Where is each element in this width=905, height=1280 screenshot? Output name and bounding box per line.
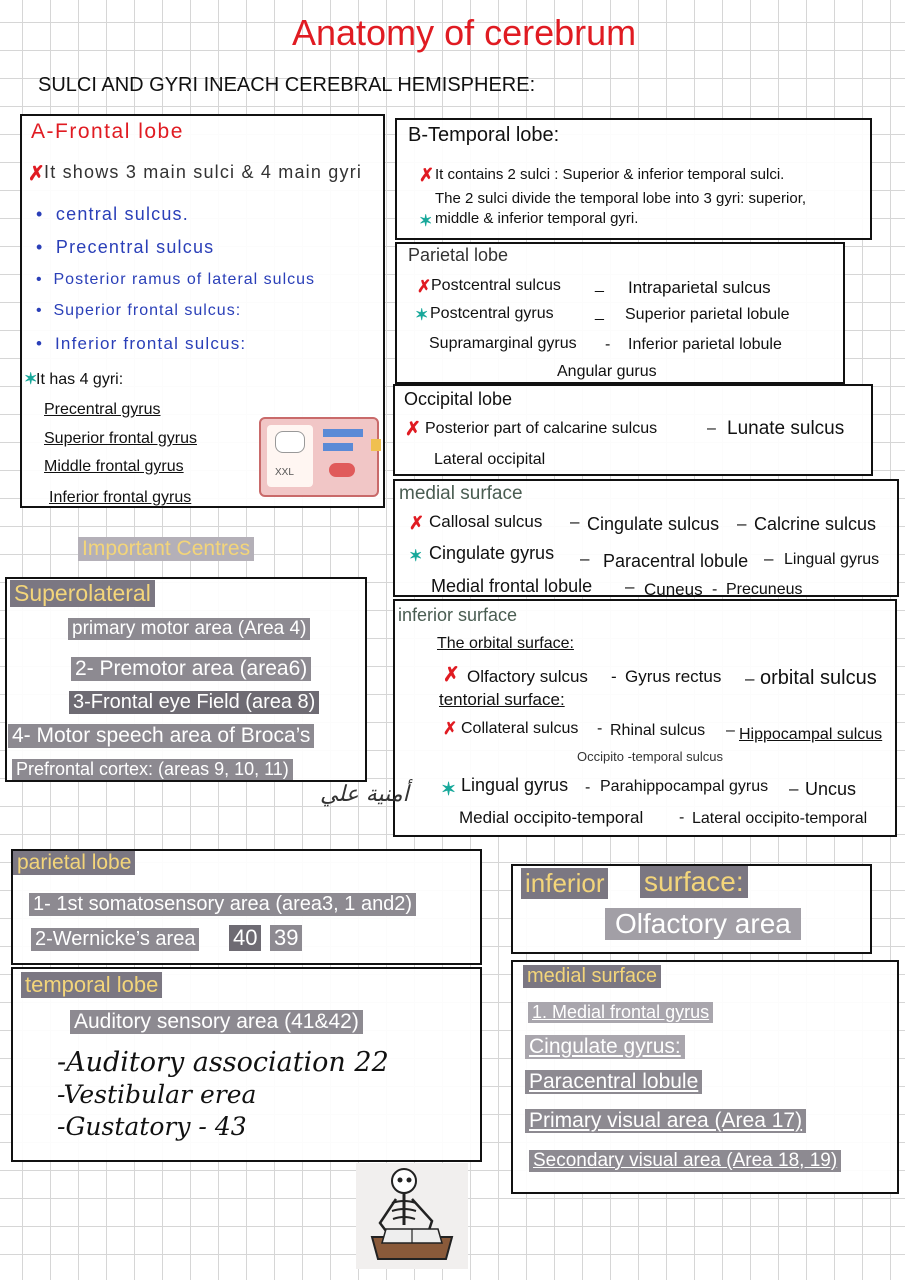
frontal-gyrus-1: Precentral gyrus <box>44 401 161 418</box>
frontal-gyrus-3: Middle frontal gyrus <box>44 458 184 475</box>
frontal-sulcus-5: • Inferior frontal sulcus: <box>36 334 247 353</box>
medial-centres-heading: medial surface <box>523 965 661 988</box>
dash: – <box>570 512 580 531</box>
inferior-centres-heading-a: inferior <box>521 868 608 899</box>
temporal-line-3: middle & inferior temporal gyri. <box>435 210 639 227</box>
superolateral-item-3: 3-Frontal eye Field (area 8) <box>69 691 319 714</box>
cross-mark-icon: ✗ <box>443 664 460 686</box>
dash: _ <box>595 276 604 293</box>
dash: - <box>679 809 685 826</box>
author-signature: أمنية علي <box>320 782 409 807</box>
parietal-r2b: Superior parietal lobule <box>625 306 790 323</box>
parietal-r3a: Supramarginal gyrus <box>429 335 577 352</box>
orbital-1: Olfactory sulcus <box>467 667 588 686</box>
dash: – <box>764 549 774 568</box>
parietal-centres-item-2: 2-Wernicke’s area <box>31 928 199 951</box>
tentorial-4: Occipito -temporal sulcus <box>577 749 723 764</box>
frontal-intro: It shows 3 main sulci & 4 main gyri <box>44 162 363 182</box>
dash: - <box>611 667 617 686</box>
parietal-centres-item-2b: 39 <box>270 925 302 951</box>
page-title: Anatomy of cerebrum <box>292 12 637 53</box>
occipital-r1b: Lunate sulcus <box>727 418 845 439</box>
inferior-surface-box <box>393 599 897 837</box>
temporal-centres-box <box>11 967 482 1162</box>
superolateral-heading: Superolateral <box>10 580 155 607</box>
medial-r3c: Precuneus <box>726 581 803 598</box>
tentorial-2: Rhinal sulcus <box>610 722 706 739</box>
frontal-sulcus-3: • Posterior ramus of lateral sulcus <box>36 271 316 288</box>
temporal-line-2: The 2 sulci divide the temporal lobe into 3 gyri: superior, <box>435 190 807 207</box>
frontal-heading: A-Frontal lobe <box>31 120 184 143</box>
tentorial-3: Hippocampal sulcus <box>739 726 883 743</box>
medial-r1a: Callosal sulcus <box>429 512 543 531</box>
cross-mark-icon: ✗ <box>417 277 432 296</box>
gyrus-3: Uncus <box>805 779 857 799</box>
dash: - <box>712 581 718 598</box>
medial-centres-box <box>511 960 899 1194</box>
star-mark-icon: ✶ <box>441 779 457 799</box>
occipital-heading: Occipital lobe <box>404 389 513 409</box>
temporal-centres-hand-3: -Gustatory - 43 <box>57 1112 247 1141</box>
medial-r2a: Cingulate gyrus <box>429 543 555 563</box>
skeleton-reading-icon <box>356 1163 468 1269</box>
frontal-gyrus-2: Superior frontal gyrus <box>44 430 197 447</box>
parietal-centres-heading: parietal lobe <box>13 851 135 875</box>
gyrus-1: Lingual gyrus <box>461 775 569 795</box>
dash: – <box>737 514 747 533</box>
superolateral-item-5: Prefrontal cortex: (areas 9, 10, 11) <box>12 759 293 780</box>
inferior-centres-item: Olfactory area <box>605 908 801 940</box>
cross-mark-icon: ✗ <box>419 165 435 185</box>
star-mark-icon: ✶ <box>24 371 38 388</box>
orbital-heading: The orbital surface: <box>437 635 574 652</box>
temporal-lobe-box <box>395 118 872 240</box>
dash: – <box>726 722 735 739</box>
parietal-r1b: Intraparietal sulcus <box>628 278 771 297</box>
temporal-centres-item-1: Auditory sensory area (41&42) <box>70 1010 363 1034</box>
parietal-r2a: Postcentral gyrus <box>430 305 554 322</box>
cross-mark-icon: ✗ <box>28 163 45 185</box>
frontal-sulcus-2: • Precentral sulcus <box>36 237 215 257</box>
gyrus-2: Parahippocampal gyrus <box>600 778 769 795</box>
parietal-centres-box <box>11 849 482 965</box>
medial-centres-item-4: Primary visual area (Area 17) <box>525 1109 806 1133</box>
superolateral-item-2: 2- Premotor area (area6) <box>71 657 311 681</box>
star-mark-icon: ✶ <box>415 307 429 324</box>
superolateral-box <box>5 577 367 782</box>
inferior-centres-heading-b: surface: <box>640 866 748 898</box>
medial-centres-item-3: Paracentral lobule <box>525 1070 702 1094</box>
parietal-lobe-box <box>395 242 845 384</box>
frontal-sulcus-4: • Superior frontal sulcus: <box>36 302 242 319</box>
temporal-centres-heading: temporal lobe <box>21 972 162 998</box>
frontal-lobe-box <box>20 114 385 508</box>
frontal-sulcus-1: • central sulcus. <box>36 204 189 224</box>
dash: _ <box>595 304 604 321</box>
star-mark-icon: ✶ <box>419 213 433 230</box>
medial-r1c: Calcrine sulcus <box>754 514 877 534</box>
parietal-heading: Parietal lobe <box>408 245 509 265</box>
dash: – <box>707 420 716 437</box>
medial-centres-item-1: 1. Medial frontal gyrus <box>528 1002 713 1023</box>
superolateral-item-4: 4- Motor speech area of Broca’s <box>8 724 314 748</box>
star-mark-icon: ✶ <box>409 548 423 565</box>
superolateral-item-1: primary motor area (Area 4) <box>68 618 310 640</box>
medial-r1b: Cingulate sulcus <box>587 514 720 534</box>
parietal-r3b: Inferior parietal lobule <box>628 336 782 353</box>
dash: - <box>597 720 603 737</box>
gyrus-5: Lateral occipito-temporal <box>692 810 868 827</box>
medial-heading: medial surface <box>399 483 523 504</box>
medial-r3b: Cuneus <box>644 580 703 599</box>
medial-centres-item-5: Secondary visual area (Area 18, 19) <box>529 1150 841 1172</box>
frontal-gyrus-4: Inferior frontal gyrus <box>49 489 192 506</box>
parietal-centres-item-2a: 40 <box>229 925 261 951</box>
cross-mark-icon: ✗ <box>443 719 458 738</box>
orbital-2: Gyrus rectus <box>625 667 722 686</box>
notebook-sticker-icon <box>259 417 379 497</box>
inferior-centres-box <box>511 864 872 954</box>
medial-centres-item-2: Cingulate gyrus: <box>525 1035 685 1059</box>
page-subtitle: SULCI AND GYRI INEACH CEREBRAL HEMISPHERE: <box>38 74 536 96</box>
temporal-line-1: It contains 2 sulci : Superior & inferior temporal sulci. <box>435 166 785 183</box>
dash: – <box>625 577 635 596</box>
gyrus-4: Medial occipito-temporal <box>459 808 644 827</box>
temporal-centres-hand-1: -Auditory association 22 <box>57 1047 389 1078</box>
dash: - <box>605 336 611 353</box>
dash: – <box>745 669 755 688</box>
parietal-r1a: Postcentral sulcus <box>431 277 561 294</box>
temporal-heading: B-Temporal lobe: <box>408 124 560 146</box>
dash: – <box>789 779 799 798</box>
occipital-lobe-box <box>393 384 873 476</box>
medial-r3a: Medial frontal lobule <box>431 576 593 596</box>
temporal-centres-hand-2: -Vestibular erea <box>57 1080 257 1109</box>
orbital-3: orbital sulcus <box>760 667 877 689</box>
parietal-centres-item-1: 1- 1st somatosensory area (area3, 1 and2) <box>29 893 416 916</box>
medial-r2c: Lingual gyrus <box>784 551 880 568</box>
medial-r2b: Paracentral lobule <box>603 551 749 571</box>
frontal-gyri-intro: It has 4 gyri: <box>36 371 124 388</box>
dash: - <box>585 779 591 796</box>
occipital-r1a: Posterior part of calcarine sulcus <box>425 420 658 437</box>
tentorial-1: Collateral sulcus <box>461 720 579 737</box>
cross-mark-icon: ✗ <box>405 419 421 440</box>
dash: – <box>580 549 590 568</box>
tentorial-heading: tentorial surface: <box>439 690 565 709</box>
sticker-label: XXL <box>275 467 294 478</box>
medial-surface-box <box>393 479 899 597</box>
cross-mark-icon: ✗ <box>409 513 425 533</box>
occipital-r2: Lateral occipital <box>434 451 546 468</box>
important-centres-title: Important Centres <box>78 537 254 561</box>
parietal-r4: Angular gurus <box>557 363 657 380</box>
inferior-heading: inferior surface <box>398 605 518 625</box>
